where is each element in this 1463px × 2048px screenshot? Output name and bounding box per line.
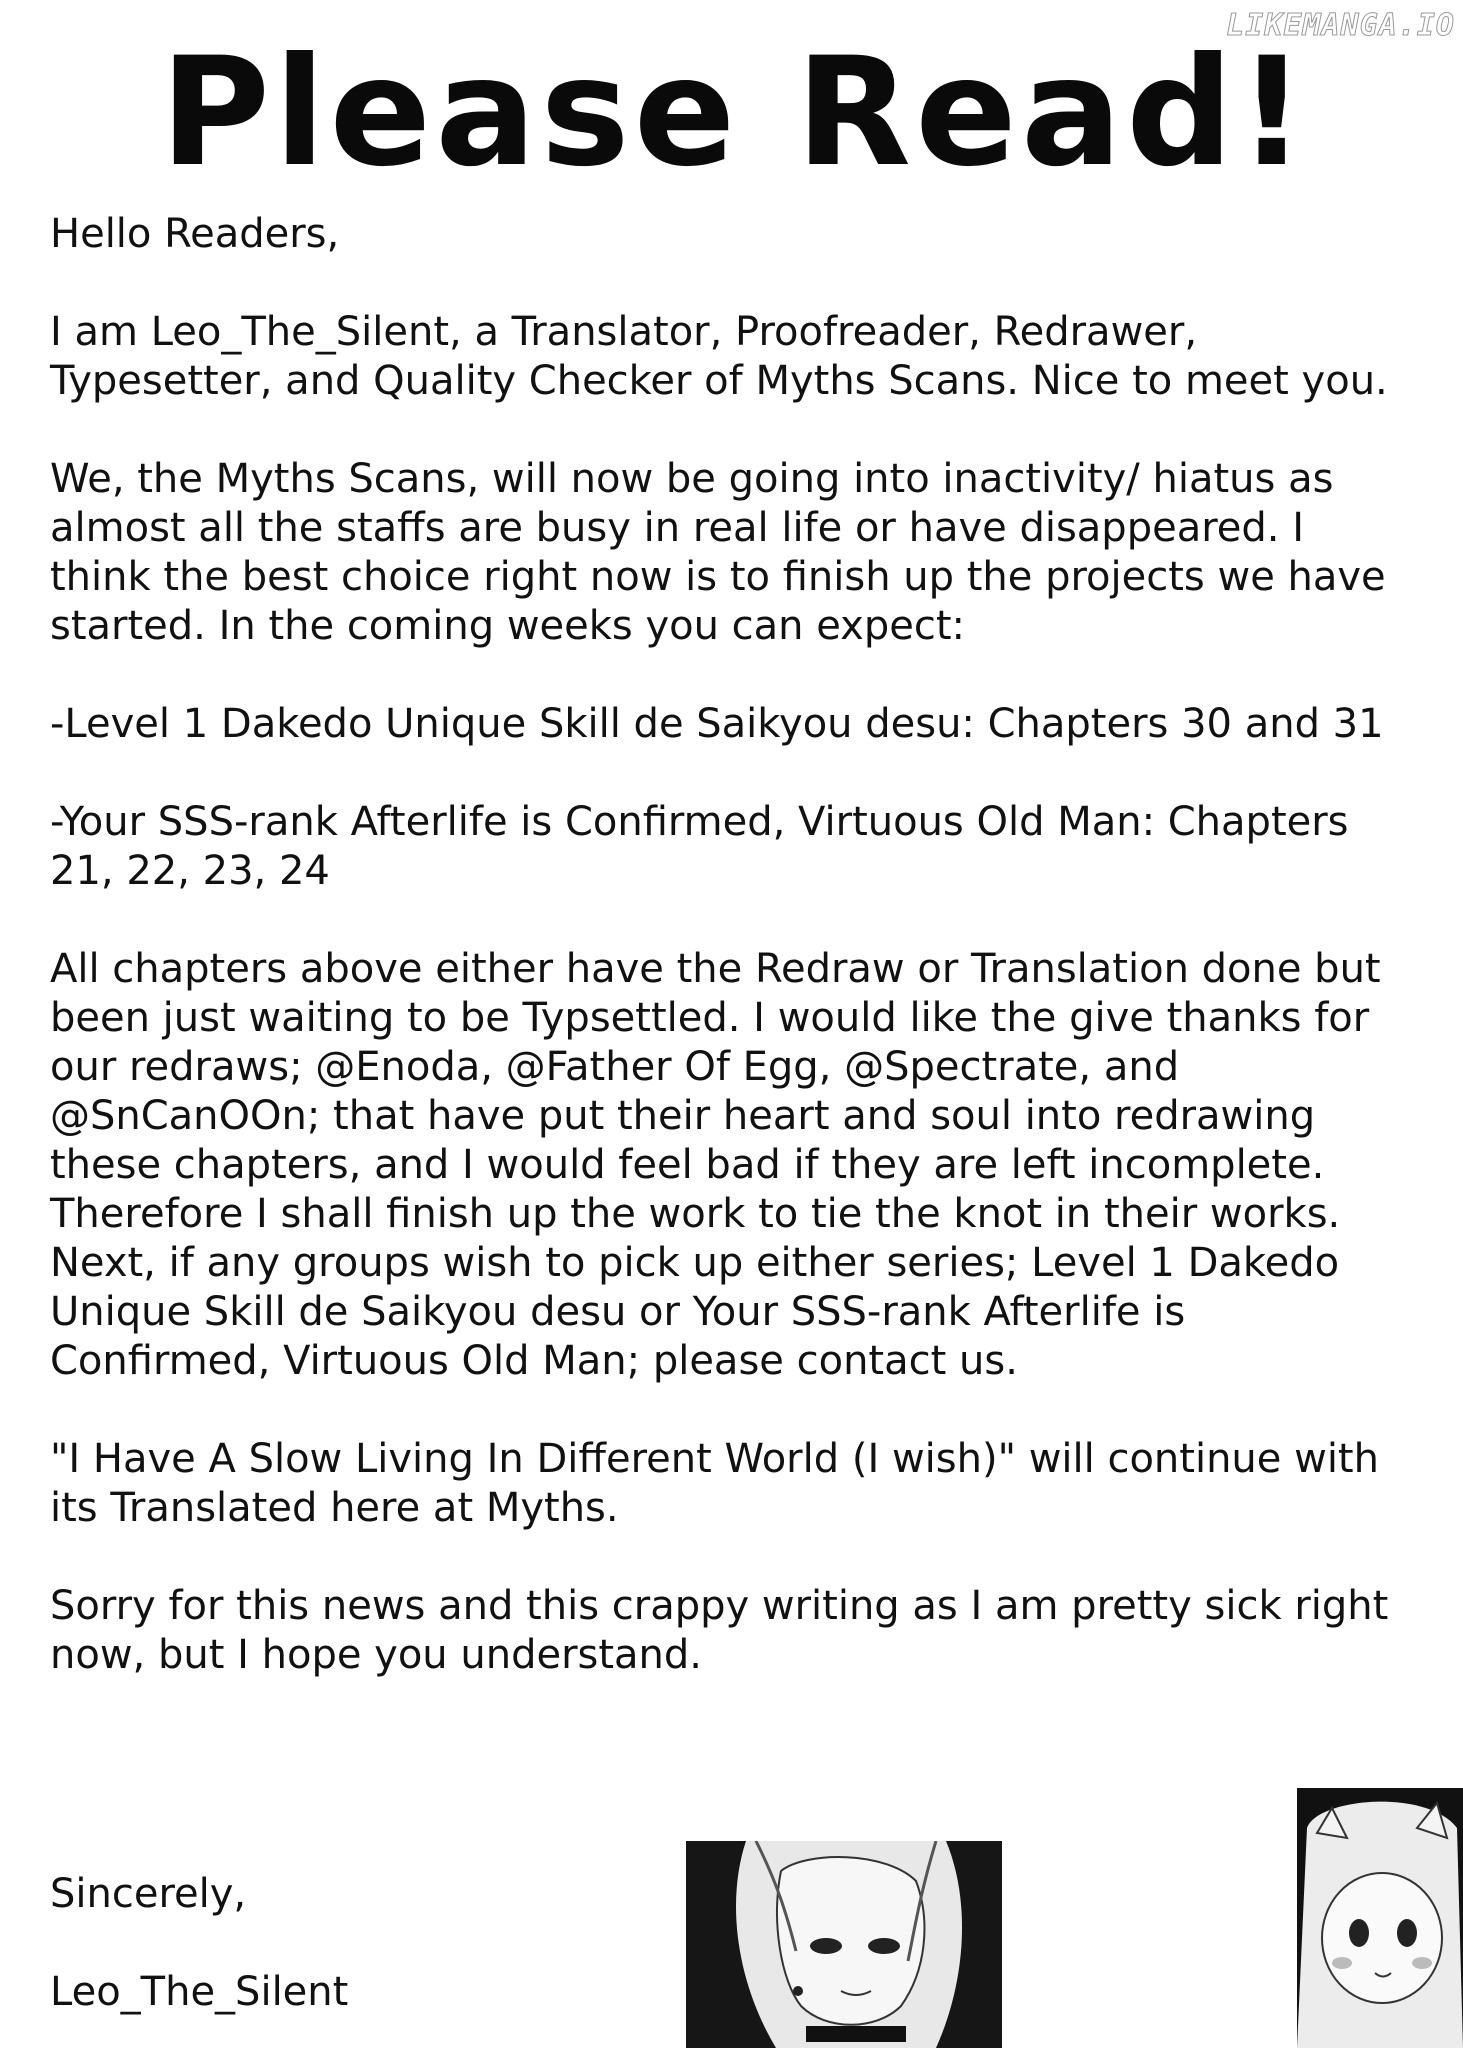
signature: Leo_The_Silent xyxy=(50,1969,349,2015)
paragraph-thanks: All chapters above either have the Redraw or Translation done but been just waiting to be Typsettled. I would like the give thanks for our redraws; @Enoda, @Father Of Egg, @Spectrate, and @SnCanOOn; that have put their heart and soul into redrawing these chapters, and I would feel bad if they are left incomplete. Therefore I shall finish up the work to tie the knot in their works. Next, if any groups wish to pick up either series; Level 1 Dakedo Unique Skill de Saikyou desu or Your SSS-rank Afterlife is Confirmed, Virtuous Old Man; please contact us. xyxy=(50,946,1381,1384)
paragraph-hiatus: We, the Myths Scans, will now be going into inactivity/ hiatus as almost all the staffs are busy in real life or have disappeared. I think the best choice right now is to finish up the projects we have started. In the coming weeks you can expect: xyxy=(50,456,1386,649)
manga-girl-illustration xyxy=(686,1841,1002,2048)
paragraph-intro: I am Leo_The_Silent, a Translator, Proofreader, Redrawer, Typesetter, and Quality Checker of Myths Scans. Nice to meet you. xyxy=(50,309,1388,404)
paragraph-apology: Sorry for this news and this crappy writing as I am pretty sick right now, but I hope you understand. xyxy=(50,1583,1389,1678)
paragraph-continue: "I Have A Slow Living In Different World (I wish)" will continue with its Translated here at Myths. xyxy=(50,1436,1379,1531)
watermark: LIKEMANGA.IO xyxy=(1226,8,1455,43)
list-item: -Level 1 Dakedo Unique Skill de Saikyou desu: Chapters 30 and 31 xyxy=(50,701,1384,747)
chapter-list xyxy=(50,700,1415,896)
page-title: Please Read! xyxy=(160,26,1310,200)
letter-body xyxy=(50,210,1415,1729)
list-item: -Your SSS-rank Afterlife is Confirmed, Virtuous Old Man: Chapters 21, 22, 23, 24 xyxy=(50,799,1349,894)
chibi-character-illustration xyxy=(1297,1788,1463,2048)
signoff: Sincerely, xyxy=(50,1871,247,1917)
greeting: Hello Readers, xyxy=(50,211,340,257)
